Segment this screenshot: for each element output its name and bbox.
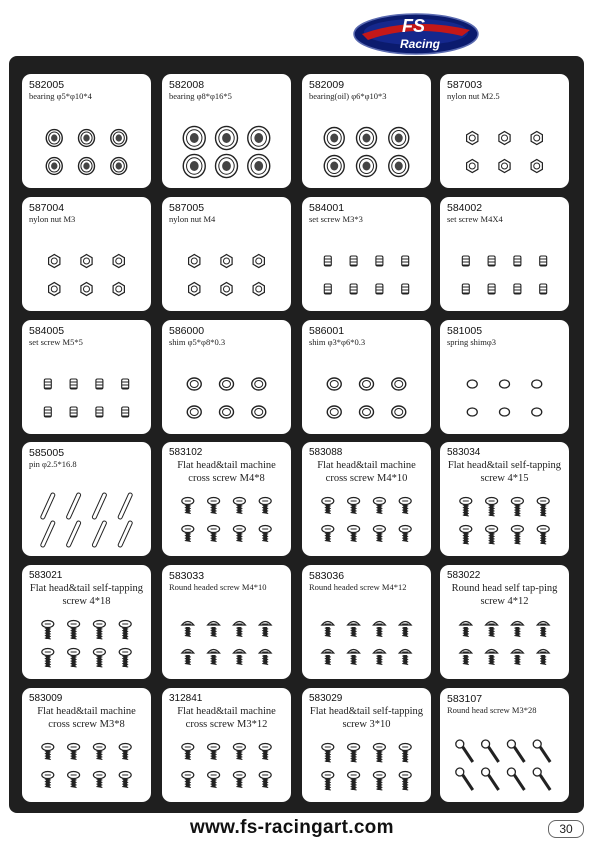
round-head-self-tap-icon (486, 622, 498, 637)
self-tapping-screw-icon (399, 744, 411, 763)
round-head-screw-icon (259, 622, 271, 637)
spring-shim-icon (467, 380, 477, 388)
set-screw-icon (70, 379, 77, 389)
nylon-nut-parts-image (162, 243, 291, 305)
page-number: 30 (548, 820, 584, 838)
nylon-nut-icon (49, 255, 60, 268)
flat-head-screw-icon (42, 744, 54, 760)
shim-icon (187, 406, 201, 418)
part-description: bearing φ5*φ10*4 (29, 91, 92, 101)
part-description: nylon nut M2.5 (447, 91, 500, 101)
part-card (302, 197, 431, 311)
part-description: spring shimφ3 (447, 337, 497, 347)
bearing-oil-icon (389, 156, 409, 177)
self-tapping-screw-icon (348, 772, 360, 791)
part-number: 312841 (169, 693, 203, 704)
part-description: shim φ5*φ8*0.3 (169, 337, 226, 347)
part-card (22, 442, 151, 556)
self-tapping-screw-icon (322, 744, 334, 763)
part-number: 582005 (29, 79, 65, 91)
long-screw-icon (456, 740, 473, 762)
set-screw-icon (376, 256, 383, 266)
set-screw-icon (540, 256, 547, 266)
part-number: 582008 (169, 79, 205, 91)
self-tapping-screw-icon (348, 744, 360, 763)
flat-head-screw-parts-image (162, 734, 291, 796)
shim-icon (220, 378, 234, 390)
flat-head-screw-icon (259, 526, 271, 542)
nylon-nut-icon (499, 160, 510, 173)
part-description: Flat head&tail self-tapping screw 3*10 (309, 706, 424, 730)
self-tapping-screw-icon (119, 621, 131, 640)
long-screw-icon (533, 768, 550, 790)
set-screw-icon (324, 256, 331, 266)
bearing-large-icon (248, 154, 270, 177)
self-tapping-screw-parts-image (302, 734, 431, 796)
bearing-oil-icon (324, 156, 344, 177)
part-card (22, 197, 151, 311)
flat-head-screw-icon (399, 498, 411, 514)
round-head-screw-icon (373, 622, 385, 637)
part-card (440, 74, 569, 188)
nylon-nut-icon (467, 160, 478, 173)
part-number: 582009 (309, 79, 345, 91)
part-number: 583021 (29, 570, 63, 581)
part-number: 583107 (447, 693, 483, 705)
pin-icon (43, 495, 53, 517)
bearing-oil-parts-image (302, 120, 431, 182)
shim-icon (220, 406, 234, 418)
flat-head-screw-icon (119, 744, 131, 760)
shim-icon (252, 406, 266, 418)
flat-head-screw-parts-image (22, 734, 151, 796)
round-head-screw-icon (399, 622, 411, 637)
shim-parts-image (162, 366, 291, 428)
bearing-large-icon (183, 126, 205, 149)
pin-icon (120, 523, 130, 545)
nylon-nut-icon (221, 255, 232, 268)
part-number: 587003 (447, 79, 483, 91)
nylon-nut-icon (253, 255, 264, 268)
part-description: Flat head&tail self-tapping screw 4*15 (447, 460, 562, 484)
round-head-screw-parts-image (162, 611, 291, 673)
flat-head-screw-icon (233, 772, 245, 788)
nylon-nut-icon (467, 132, 478, 145)
self-tapping-screw-icon (511, 526, 523, 545)
flat-head-screw-icon (182, 498, 194, 514)
shim-icon (327, 406, 341, 418)
part-description: set screw M4X4 (447, 214, 503, 224)
nylon-nut-icon (189, 283, 200, 296)
self-tapping-screw-icon (68, 621, 80, 640)
nylon-nut-icon (253, 283, 264, 296)
round-head-screw-icon (322, 650, 334, 665)
set-screw-icon (350, 256, 357, 266)
shim-icon (360, 406, 374, 418)
round-head-screw-icon (233, 622, 245, 637)
flat-head-screw-icon (68, 744, 80, 760)
spring-shim-parts-image (440, 366, 569, 428)
set-screw-icon (122, 379, 129, 389)
round-head-self-tap-icon (537, 622, 549, 637)
round-head-self-tap-parts-image (440, 611, 569, 673)
long-screw-icon (482, 740, 499, 762)
part-card (22, 320, 151, 434)
bearing-icon (79, 158, 95, 175)
part-description: bearing φ8*φ16*5 (169, 91, 232, 101)
flat-head-screw-icon (182, 772, 194, 788)
part-number: 583009 (29, 693, 63, 704)
part-card (302, 565, 431, 679)
part-card (162, 197, 291, 311)
part-card (22, 565, 151, 679)
part-card (302, 442, 431, 556)
nylon-nut-icon (221, 283, 232, 296)
part-description: nylon nut M3 (29, 214, 76, 224)
bearing-large-icon (216, 154, 238, 177)
part-card (162, 565, 291, 679)
part-card (162, 320, 291, 434)
set-screw-icon (324, 284, 331, 294)
set-screw-icon (402, 284, 409, 294)
nylon-nut-icon (49, 283, 60, 296)
round-head-self-tap-icon (511, 650, 523, 665)
self-tapping-screw-icon (399, 772, 411, 791)
self-tapping-screw-icon (460, 498, 472, 517)
self-tapping-screw-icon (322, 772, 334, 791)
shim-parts-image (302, 366, 431, 428)
bearing-oil-icon (389, 128, 409, 149)
part-card (440, 565, 569, 679)
part-number: 586000 (169, 325, 205, 337)
nylon-nut-icon (81, 283, 92, 296)
self-tapping-screw-icon (42, 649, 54, 668)
part-card (440, 688, 569, 802)
bearing-icon (111, 130, 127, 147)
self-tapping-screw-icon (537, 526, 549, 545)
bearing-icon (79, 130, 95, 147)
round-head-self-tap-icon (460, 622, 472, 637)
self-tapping-screw-icon (537, 498, 549, 517)
self-tapping-screw-parts-image (22, 611, 151, 673)
part-number: 583102 (169, 447, 203, 458)
set-screw-icon (44, 407, 51, 417)
round-head-screw-icon (259, 650, 271, 665)
spring-shim-icon (500, 380, 510, 388)
self-tapping-screw-icon (68, 649, 80, 668)
bearing-large-icon (248, 126, 270, 149)
self-tapping-screw-icon (373, 772, 385, 791)
part-description: pin φ2.5*16.8 (29, 459, 77, 469)
set-screw-icon (44, 379, 51, 389)
bearing-parts-image (22, 120, 151, 182)
part-number: 583034 (447, 447, 481, 458)
set-screw-parts-image (22, 366, 151, 428)
spring-shim-icon (532, 380, 542, 388)
set-screw-icon (488, 256, 495, 266)
part-description: Round headed screw M4*10 (169, 582, 267, 592)
nylon-nut-parts-image (440, 120, 569, 182)
flat-head-screw-icon (208, 498, 220, 514)
part-description: nylon nut M4 (169, 214, 216, 224)
part-card (302, 74, 431, 188)
pin-parts-image (22, 488, 151, 550)
part-description: shim φ3*φ6*0.3 (309, 337, 366, 347)
part-card (302, 688, 431, 802)
part-description: Flat head&tail machine cross screw M3*12 (177, 706, 276, 730)
bearing-icon (46, 158, 62, 175)
part-number: 584001 (309, 202, 345, 214)
self-tapping-screw-icon (486, 498, 498, 517)
self-tapping-screw-icon (486, 526, 498, 545)
set-screw-icon (462, 256, 469, 266)
set-screw-icon (96, 407, 103, 417)
part-description: Round head screw M3*28 (447, 705, 537, 715)
part-number: 584002 (447, 202, 483, 214)
self-tapping-screw-icon (460, 526, 472, 545)
round-head-screw-icon (208, 622, 220, 637)
pin-icon (43, 523, 53, 545)
part-description: Flat head&tail machine cross screw M4*8 (177, 460, 276, 484)
part-description: Flat head&tail machine cross screw M4*10 (317, 460, 416, 484)
pin-icon (120, 495, 130, 517)
part-card (22, 688, 151, 802)
part-card (162, 688, 291, 802)
svg-text:Racing: Racing (400, 37, 441, 51)
set-screw-icon (540, 284, 547, 294)
part-card (302, 320, 431, 434)
flat-head-screw-icon (233, 744, 245, 760)
fs-racing-logo (352, 10, 480, 58)
set-screw-icon (376, 284, 383, 294)
long-screw-icon (533, 740, 550, 762)
part-number: 583022 (447, 570, 481, 581)
nylon-nut-icon (113, 255, 124, 268)
part-description: set screw M5*5 (29, 337, 83, 347)
bearing-large-parts-image (162, 120, 291, 182)
spring-shim-icon (532, 408, 542, 416)
nylon-nut-icon (531, 132, 542, 145)
round-head-screw-icon (322, 622, 334, 637)
flat-head-screw-icon (233, 526, 245, 542)
round-head-screw-icon (182, 650, 194, 665)
part-description: Round head self tap-ping screw 4*12 (451, 583, 558, 607)
flat-head-screw-icon (93, 772, 105, 788)
shim-icon (187, 378, 201, 390)
flat-head-screw-icon (208, 526, 220, 542)
set-screw-parts-image (302, 243, 431, 305)
part-number: 581005 (447, 325, 483, 337)
flat-head-screw-icon (373, 498, 385, 514)
self-tapping-screw-icon (93, 649, 105, 668)
round-head-screw-icon (182, 622, 194, 637)
flat-head-screw-icon (68, 772, 80, 788)
nylon-nut-parts-image (22, 243, 151, 305)
set-screw-icon (514, 256, 521, 266)
flat-head-screw-icon (373, 526, 385, 542)
website-url[interactable]: www.fs-racingart.com (190, 817, 394, 838)
spring-shim-icon (467, 408, 477, 416)
pin-icon (94, 495, 104, 517)
set-screw-icon (350, 284, 357, 294)
nylon-nut-icon (531, 160, 542, 173)
flat-head-screw-icon (182, 744, 194, 760)
part-number: 585005 (29, 447, 65, 459)
round-head-screw-icon (399, 650, 411, 665)
round-head-self-tap-icon (460, 650, 472, 665)
round-head-screw-icon (373, 650, 385, 665)
self-tapping-screw-icon (42, 621, 54, 640)
part-description: Flat head&tail self-tapping screw 4*18 (29, 583, 144, 607)
bearing-oil-icon (324, 128, 344, 149)
flat-head-screw-parts-image (162, 488, 291, 550)
part-number: 583033 (169, 570, 205, 582)
flat-head-screw-icon (399, 526, 411, 542)
set-screw-parts-image (440, 243, 569, 305)
svg-text:FS: FS (402, 16, 426, 36)
flat-head-screw-icon (322, 498, 334, 514)
long-screw-icon (507, 768, 524, 790)
self-tapping-screw-icon (511, 498, 523, 517)
part-card (162, 442, 291, 556)
nylon-nut-icon (113, 283, 124, 296)
round-head-self-tap-icon (486, 650, 498, 665)
flat-head-screw-icon (259, 498, 271, 514)
flat-head-screw-icon (93, 744, 105, 760)
part-number: 586001 (309, 325, 345, 337)
part-description: bearing(oil) φ6*φ10*3 (309, 91, 387, 101)
flat-head-screw-icon (42, 772, 54, 788)
shim-icon (392, 378, 406, 390)
flat-head-screw-icon (182, 526, 194, 542)
set-screw-icon (96, 379, 103, 389)
round-head-screw-icon (348, 650, 360, 665)
round-head-screw-icon (348, 622, 360, 637)
part-card (440, 320, 569, 434)
shim-icon (360, 378, 374, 390)
part-number: 587004 (29, 202, 65, 214)
bearing-large-icon (216, 126, 238, 149)
long-screw-parts-image (440, 734, 569, 796)
flat-head-screw-icon (259, 772, 271, 788)
flat-head-screw-icon (348, 526, 360, 542)
part-card (162, 74, 291, 188)
flat-head-screw-icon (119, 772, 131, 788)
part-description: Round headed screw M4*12 (309, 582, 407, 592)
long-screw-icon (507, 740, 524, 762)
flat-head-screw-icon (259, 744, 271, 760)
flat-head-screw-icon (233, 498, 245, 514)
nylon-nut-icon (189, 255, 200, 268)
part-description: Flat head&tail machine cross screw M3*8 (37, 706, 136, 730)
set-screw-icon (462, 284, 469, 294)
part-number: 583029 (309, 693, 343, 704)
round-head-screw-icon (233, 650, 245, 665)
part-number: 587005 (169, 202, 205, 214)
self-tapping-screw-icon (93, 621, 105, 640)
round-head-self-tap-icon (511, 622, 523, 637)
bearing-large-icon (183, 154, 205, 177)
self-tapping-screw-parts-image (440, 488, 569, 550)
shim-icon (252, 378, 266, 390)
round-head-screw-icon (208, 650, 220, 665)
nylon-nut-icon (499, 132, 510, 145)
shim-icon (327, 378, 341, 390)
pin-icon (69, 495, 79, 517)
set-screw-icon (122, 407, 129, 417)
flat-head-screw-icon (208, 744, 220, 760)
shim-icon (392, 406, 406, 418)
part-number: 583088 (309, 447, 343, 458)
flat-head-screw-icon (208, 772, 220, 788)
nylon-nut-icon (81, 255, 92, 268)
flat-head-screw-icon (348, 498, 360, 514)
long-screw-icon (482, 768, 499, 790)
long-screw-icon (456, 768, 473, 790)
part-description: set screw M3*3 (309, 214, 363, 224)
part-card (440, 442, 569, 556)
set-screw-icon (514, 284, 521, 294)
bearing-oil-icon (357, 128, 377, 149)
part-card (440, 197, 569, 311)
bearing-icon (111, 158, 127, 175)
pin-icon (69, 523, 79, 545)
pin-icon (94, 523, 104, 545)
bearing-icon (46, 130, 62, 147)
set-screw-icon (70, 407, 77, 417)
flat-head-screw-parts-image (302, 488, 431, 550)
bearing-oil-icon (357, 156, 377, 177)
round-head-self-tap-icon (537, 650, 549, 665)
self-tapping-screw-icon (119, 649, 131, 668)
part-card (22, 74, 151, 188)
spring-shim-icon (500, 408, 510, 416)
set-screw-icon (402, 256, 409, 266)
self-tapping-screw-icon (373, 744, 385, 763)
flat-head-screw-icon (322, 526, 334, 542)
part-number: 584005 (29, 325, 65, 337)
set-screw-icon (488, 284, 495, 294)
round-head-screw-parts-image (302, 611, 431, 673)
part-number: 583036 (309, 570, 345, 582)
